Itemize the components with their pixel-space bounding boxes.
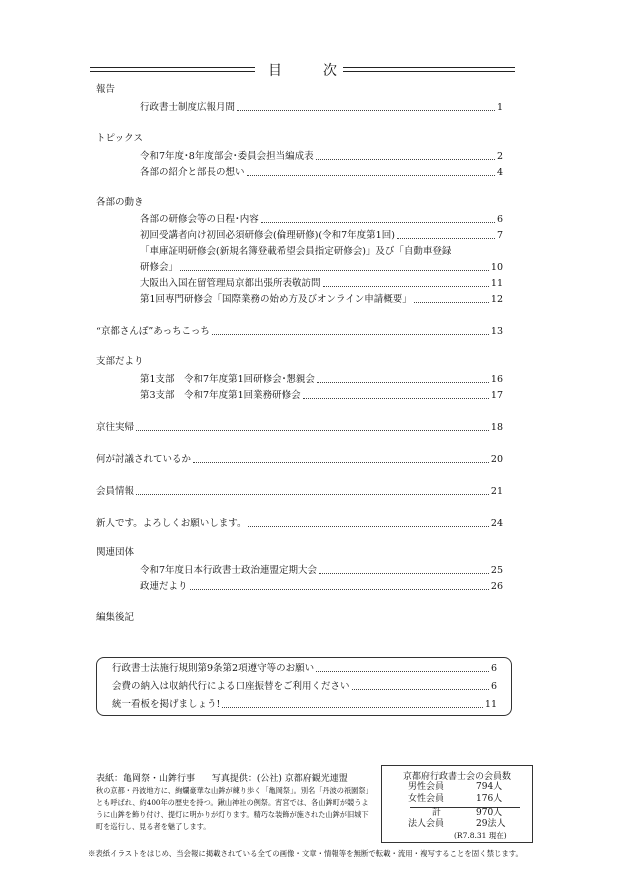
leader-dots xyxy=(222,707,483,708)
toc-entry-page: 12 xyxy=(490,294,503,305)
toc-entry-page: 13 xyxy=(490,326,503,337)
toc-entry-title: 行政書士制度広報月間 xyxy=(140,102,236,113)
leader-dots xyxy=(190,589,489,590)
leader-dots xyxy=(193,462,489,463)
notice-item-title: 統一看板を掲げましょう! xyxy=(112,699,221,710)
toc-entry-page: 24 xyxy=(490,518,503,529)
toc-entry[interactable] xyxy=(140,374,503,386)
leader-dots xyxy=(414,302,489,303)
toc-entry-page: 25 xyxy=(490,565,503,576)
toc-entry-title: 新人です。よろしくお願いします。 xyxy=(96,518,247,529)
leader-dots xyxy=(319,573,489,574)
toc-entry[interactable] xyxy=(140,214,503,226)
toc-entry-page: 2 xyxy=(496,151,503,162)
page-title-char-1: 目 xyxy=(268,63,282,79)
toc-entry-title: 第3支部 令和7年度第1回業務研修会 xyxy=(140,390,301,401)
toc-entry[interactable] xyxy=(140,230,503,242)
page-title-char-2: 次 xyxy=(323,63,337,79)
toc-entry-title: “京都さんぽ”あっちこっち xyxy=(96,326,210,337)
toc-entry-page: 7 xyxy=(496,230,503,241)
toc-entry-title: 大阪出入国在留管理局京都出張所表敬訪問 xyxy=(140,278,321,289)
corp-value: 29法人 xyxy=(476,819,506,829)
leader-dots xyxy=(261,222,495,223)
female-label: 女性会員 xyxy=(408,794,445,804)
as-of-date: (R7.8.31 現在) xyxy=(454,831,507,840)
title-rule-right xyxy=(343,67,515,72)
leader-dots xyxy=(303,398,489,399)
notice-item[interactable] xyxy=(112,698,497,711)
toc-entry-page: 17 xyxy=(490,390,503,401)
toc-entry[interactable] xyxy=(140,278,503,290)
toc-entry-page: 6 xyxy=(496,214,503,225)
total-value: 970人 xyxy=(476,808,503,818)
notice-item-page: 11 xyxy=(484,699,497,710)
toc-entry-title: 京往実帰 xyxy=(96,422,135,433)
section-topics: トピックス xyxy=(96,133,144,144)
toc-entry-title: 各部の紹介と部長の想い xyxy=(140,167,245,178)
toc-entry[interactable] xyxy=(140,565,503,577)
notice-item-title: 行政書士法施行規則第9条第2項遵守等のお願い xyxy=(112,663,315,674)
toc-entry-page: 18 xyxy=(490,422,503,433)
member-count-box xyxy=(381,765,533,843)
leader-dots xyxy=(316,159,495,160)
cover-caption xyxy=(96,771,348,784)
section-kanren: 関連団体 xyxy=(96,547,135,558)
leader-dots xyxy=(136,494,489,495)
toc-entry-kaiin[interactable] xyxy=(96,486,503,498)
notice-item-page: 6 xyxy=(490,681,497,692)
toc-entry-title: 各部の研修会等の日程･内容 xyxy=(140,214,259,225)
toc-entry-title: 政連だより xyxy=(140,581,188,592)
toc-entry-page: 20 xyxy=(490,454,503,465)
toc-entry-sanpo[interactable] xyxy=(96,326,503,338)
cover-label: 表紙：亀岡祭・山鉾行事 xyxy=(96,774,196,784)
toc-entry-title: 研修会」 xyxy=(140,262,179,273)
leader-dots xyxy=(248,526,488,527)
section-henshu[interactable]: 編集後記 xyxy=(96,612,135,623)
toc-entry-page: 16 xyxy=(490,374,503,385)
toc-entry-page: 11 xyxy=(490,278,503,289)
notice-item[interactable] xyxy=(112,680,497,693)
toc-entry[interactable] xyxy=(140,294,503,306)
cover-credit: 写真提供：(公社) 京都府観光連盟 xyxy=(211,774,348,784)
toc-entry-title: 会員情報 xyxy=(96,486,135,497)
leader-dots xyxy=(316,671,489,672)
toc-entry-kyoou[interactable] xyxy=(96,422,503,434)
total-label: 計 xyxy=(432,808,442,818)
title-rule-left xyxy=(90,67,255,72)
section-shibu: 支部だより xyxy=(96,356,144,367)
toc-entry-page: 26 xyxy=(490,581,503,592)
toc-entry-title: 第1支部 令和7年度第1回研修会･懇親会 xyxy=(140,374,315,385)
member-divider xyxy=(410,807,520,808)
toc-entry-page: 4 xyxy=(496,167,503,178)
leader-dots xyxy=(323,286,489,287)
toc-entry-shinjin[interactable] xyxy=(96,518,503,530)
toc-entry-title: 第1回専門研修会「国際業務の始め方及びオンライン申請概要」 xyxy=(140,294,412,305)
toc-entry[interactable] xyxy=(140,581,503,593)
toc-entry[interactable] xyxy=(140,167,503,179)
leader-dots xyxy=(247,175,495,176)
toc-entry[interactable] xyxy=(140,262,503,274)
section-bukai: 各部の動き xyxy=(96,197,144,208)
toc-entry-page: 1 xyxy=(496,102,503,113)
footnote: ※表紙イラストをはじめ、当会報に掲載されている全ての画像・文章・情報等を無断で転載・流用・複写することを固く禁じます。 xyxy=(88,849,523,858)
notice-item-title: 会費の納入は収納代行による口座振替をご利用ください xyxy=(112,681,350,692)
cover-description: 秋の京都・丹波地方に、絢爛豪華な山鉾が練り歩く「亀岡祭」。別名「丹波の祇園祭」とも呼ばれ、約400年の歴史を持つ。鍬山神社の例祭。宵宮では、各山鉾町が競うように山鉾を飾り付け、提灯に明かりが灯ります。精巧な装飾が施された山鉾が旧城下町を巡行し、見る者を魅了します。 xyxy=(96,786,370,831)
notice-item-page: 6 xyxy=(490,663,497,674)
toc-entry-title: 令和7年度･8年度部会･委員会担当編成表 xyxy=(140,151,314,162)
leader-dots xyxy=(237,110,495,111)
toc-entry-page: 21 xyxy=(490,486,503,497)
toc-entry-title-line1[interactable]: 「車庫証明研修会(新規名簿登載希望会員指定研修会)」及び「自動車登録 xyxy=(140,246,452,257)
male-value: 794人 xyxy=(476,782,503,792)
toc-entry-title: 何が討議されているか xyxy=(96,454,192,465)
female-value: 176人 xyxy=(476,794,503,804)
toc-entry-page: 10 xyxy=(490,262,503,273)
male-label: 男性会員 xyxy=(408,782,445,792)
corp-label: 法人会員 xyxy=(408,819,445,829)
section-report: 報告 xyxy=(96,84,116,95)
leader-dots xyxy=(397,238,495,239)
leader-dots xyxy=(352,689,489,690)
toc-entry-title: 初回受講者向け初回必須研修会(倫理研修)(令和7年度第1回) xyxy=(140,230,395,241)
toc-entry[interactable] xyxy=(140,390,503,402)
leader-dots xyxy=(136,430,489,431)
notice-item[interactable] xyxy=(112,662,497,675)
member-count-title: 京都府行政書士会の会員数 xyxy=(402,772,511,782)
leader-dots xyxy=(212,334,489,335)
toc-entry-title: 令和7年度日本行政書士政治連盟定期大会 xyxy=(140,565,318,576)
toc-entry[interactable] xyxy=(140,102,503,114)
leader-dots xyxy=(180,270,489,271)
toc-entry-nani[interactable] xyxy=(96,454,503,466)
toc-entry[interactable] xyxy=(140,151,503,163)
leader-dots xyxy=(317,382,489,383)
